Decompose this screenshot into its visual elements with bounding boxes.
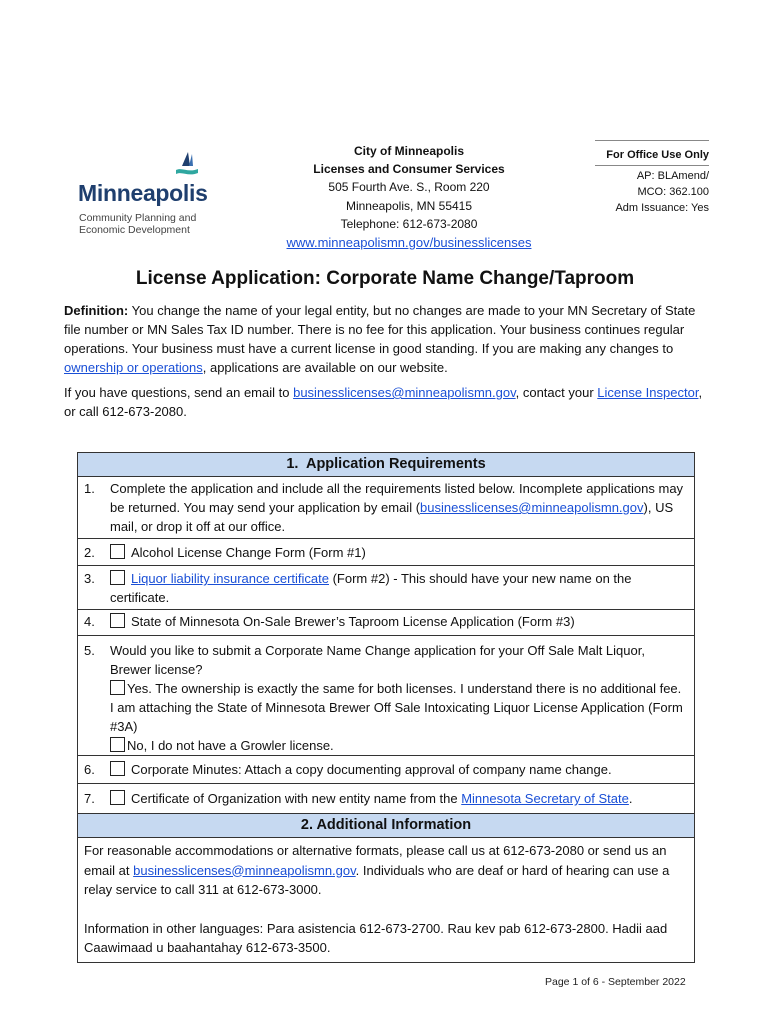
- questions-paragraph: [64, 383, 704, 421]
- item-7-number: 7.: [84, 791, 95, 806]
- item-7-checkbox[interactable]: [110, 790, 125, 805]
- section-1-number: 1.: [286, 456, 299, 472]
- item-5-no-text: No, I do not have a Growler license.: [127, 738, 334, 753]
- item-6-checkbox[interactable]: [110, 761, 125, 776]
- office-address-block: [270, 142, 548, 252]
- requirement-item-5: [78, 636, 694, 756]
- item-1-email-link[interactable]: businesslicenses@minneapolismn.gov: [420, 500, 644, 515]
- item-2-checkbox[interactable]: [110, 544, 125, 559]
- insurance-certificate-link[interactable]: Liquor liability insurance certificate: [131, 571, 329, 586]
- item-5-no-checkbox[interactable]: [110, 737, 125, 752]
- definition-paragraph: [64, 301, 704, 377]
- item-5-number: 5.: [84, 643, 95, 658]
- questions-text-3: , or call 612-673-2080.: [64, 385, 703, 419]
- info-languages: Information in other languages: Para asistencia 612-673-2700. Rau kev pab 612-673-2800. Hadii aad Caawimaad u baahantahay 612-673-3500.: [84, 920, 668, 955]
- river-logo-icon: [174, 150, 200, 184]
- website-link[interactable]: www.minneapolismn.gov/businesslicenses: [286, 235, 532, 251]
- definition-text-2: , applications are available on our website.: [202, 360, 448, 375]
- additional-info: [78, 838, 694, 962]
- info-email-link[interactable]: businesslicenses@minneapolismn.gov: [133, 862, 356, 878]
- item-4-text: State of Minnesota On-Sale Brewer’s Taproom License Application (Form #3): [131, 614, 575, 629]
- item-6-text: Corporate Minutes: Attach a copy documenting approval of company name change.: [131, 762, 612, 777]
- office-ap: AP: BLAmend/: [636, 170, 709, 182]
- item-2-text: Alcohol License Change Form (Form #1): [131, 545, 366, 560]
- item-2-number: 2.: [84, 545, 95, 560]
- requirement-item-1: [78, 477, 694, 539]
- header-city: City of Minneapolis: [353, 144, 464, 158]
- license-inspector-link[interactable]: License Inspector: [597, 385, 699, 400]
- section-1-title: Application Requirements: [305, 456, 486, 472]
- ownership-operations-link[interactable]: ownership or operations: [64, 360, 203, 375]
- item-1-number: 1.: [84, 481, 95, 496]
- item-5-question: Would you like to submit a Corporate Name Change application for your Off Sale Malt Liquor, Brewer license?: [110, 643, 645, 677]
- requirement-item-7: [78, 784, 694, 814]
- page-title: License Application: Corporate Name Change/Taproom: [135, 268, 635, 289]
- requirement-item-6: [78, 756, 694, 784]
- section-1-header: [78, 453, 694, 477]
- questions-text-1: If you have questions, send an email to: [64, 385, 294, 400]
- item-4-number: 4.: [84, 614, 95, 629]
- office-use-title: For Office Use Only: [595, 147, 709, 166]
- secretary-of-state-link[interactable]: Minnesota Secretary of State: [461, 791, 629, 806]
- logo-subtitle-2: Economic Development: [79, 224, 190, 236]
- logo-wordmark: Minneapolis: [78, 180, 208, 206]
- header-telephone: Telephone: 612-673-2080: [340, 216, 478, 231]
- requirements-table: [77, 452, 695, 963]
- info-text-1: For reasonable accommodations or alternative formats, please call us at 612-673-2080 or send us an email at: [84, 843, 667, 878]
- item-3-text: (Form #2) - This should have your new name on the certificate.: [110, 571, 632, 605]
- office-use-box: [595, 140, 709, 216]
- office-adm: Adm Issuance: Yes: [615, 202, 709, 214]
- office-mco: MCO: 362.100: [637, 186, 709, 198]
- city-logo: [78, 150, 208, 240]
- item-5-yes-checkbox[interactable]: [110, 680, 125, 695]
- page-footer: Page 1 of 6 - September 2022: [545, 976, 686, 988]
- item-6-number: 6.: [84, 762, 95, 777]
- item-3-number: 3.: [84, 571, 95, 586]
- header-street: 505 Fourth Ave. S., Room 220: [328, 180, 490, 195]
- item-1-text-2: ), US mail, or drop it off at our office.: [110, 500, 674, 534]
- definition-label: Definition:: [64, 303, 129, 318]
- definition-text-1: You change the name of your legal entity, but no changes are made to your MN Secretary of State file number or MN Sales Tax ID number. There is no fee for this application. Your business continues regular operations. Your business must have a current license in good standing. If you are making any changes to: [64, 303, 696, 356]
- item-1-text-1: Complete the application and include all the requirements listed below. Incomplete applications may be returned. You may send your application by email (: [110, 481, 684, 515]
- questions-email-link[interactable]: businesslicenses@minneapolismn.gov: [293, 385, 516, 400]
- requirement-item-3: [78, 566, 694, 609]
- requirement-item-2: [78, 539, 694, 566]
- header-city-zip: Minneapolis, MN 55415: [345, 198, 473, 213]
- section-2-header: 2. Additional Information: [78, 814, 694, 838]
- item-3-checkbox[interactable]: [110, 570, 125, 585]
- item-7-text-1: Certificate of Organization with new entity name from the: [131, 791, 462, 806]
- item-5-yes-text: Yes. The ownership is exactly the same for both licenses. I understand there is no additional fee. I am attaching the State of Minnesota Brewer Off Sale Intoxicating Liquor License Application (Form #3A): [110, 681, 683, 734]
- questions-text-2: , contact your: [515, 385, 598, 400]
- logo-subtitle-1: Community Planning and: [79, 212, 197, 224]
- requirement-item-4: [78, 609, 694, 636]
- item-4-checkbox[interactable]: [110, 613, 125, 628]
- info-text-2: . Individuals who are deaf or hard of hearing can use a relay service to call 311 at 612-673-3000.: [84, 862, 670, 897]
- item-7-text-2: .: [628, 791, 633, 806]
- header-department: Licenses and Consumer Services: [313, 162, 505, 177]
